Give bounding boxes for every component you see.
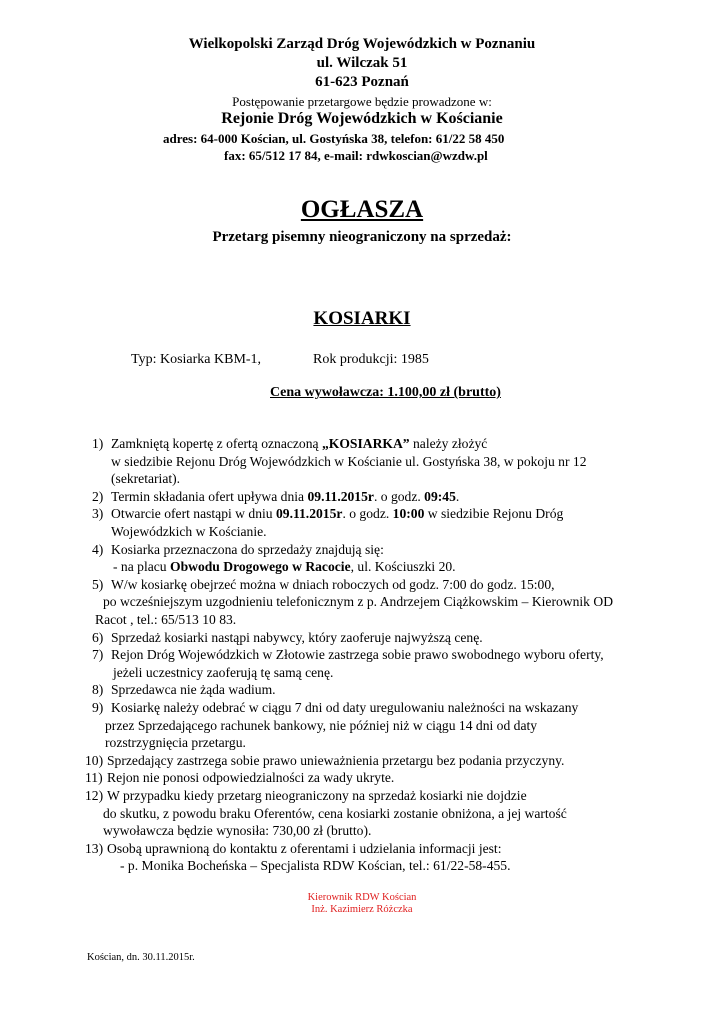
list-item-line: - p. Monika Bocheńska – Specjalista RDW Kościan, tel.: 61/22-58-455. bbox=[120, 858, 511, 874]
list-item-line: w siedzibie Rejonu Dróg Wojewódzkich w Kościanie ul. Gostyńska 38, w pokoju nr 12 bbox=[111, 453, 587, 469]
list-item: Osobą uprawnioną do kontaktu z oferentami i udzielania informacji jest: bbox=[107, 840, 502, 856]
list-number: 11) bbox=[85, 770, 103, 786]
list-item: Rejon nie ponosi odpowiedzialności za wady ukryte. bbox=[107, 770, 395, 786]
list-number: 3) bbox=[92, 506, 104, 522]
header-street: ul. Wilczak 51 bbox=[316, 55, 408, 71]
list-item-line: wywoławcza będzie wynosiła: 730,00 zł (brutto). bbox=[103, 823, 372, 839]
header-org: Wielkopolski Zarząd Dróg Wojewódzkich w Poznaniu bbox=[188, 36, 536, 52]
list-item: Sprzedawca nie żąda wadium. bbox=[111, 682, 276, 698]
list-item-line: - na placu Obwodu Drogowego w Racocie, ul. Kościuszki 20. bbox=[113, 559, 456, 575]
list-item: Rejon Dróg Wojewódzkich w Złotowie zastrzega sobie prawo swobodnego wyboru oferty, bbox=[111, 647, 604, 663]
signature-name: Inż. Kazimierz Różczka bbox=[311, 904, 413, 915]
list-number: 13) bbox=[85, 840, 104, 856]
list-number: 10) bbox=[85, 752, 104, 768]
announcement-subtitle: Przetarg pisemny nieograniczony na sprzedaż: bbox=[212, 229, 512, 245]
list-number: 5) bbox=[92, 576, 104, 592]
list-item-line: Racot , tel.: 65/513 10 83. bbox=[95, 612, 237, 627]
list-item: Otwarcie ofert nastąpi w dniu 09.11.2015r. o godz. 10:00 w siedzibie Rejonu Dróg bbox=[111, 506, 564, 522]
list-item: Zamkniętą kopertę z ofertą oznaczoną „KOSIARKA” należy złożyć bbox=[111, 436, 488, 451]
list-item-line: Wojewódzkich w Kościanie. bbox=[111, 524, 267, 539]
list-number: 12) bbox=[85, 788, 104, 803]
list-number: 9) bbox=[92, 700, 104, 715]
header-contact: fax: 65/512 17 84, e-mail: rdwkoscian@wzdw.pl bbox=[224, 148, 488, 163]
list-item: Sprzedaż kosiarki nastąpi nabywcy, który zaoferuje najwyższą cenę. bbox=[111, 629, 483, 645]
list-number: 1) bbox=[92, 436, 104, 451]
list-item-line: rozstrzygnięcia przetargu. bbox=[105, 735, 246, 751]
list-item-line: po wcześniejszym uzgodnieniu telefonicznym z p. Andrzejem Ciążkowskim – Kierownik OD bbox=[103, 594, 614, 610]
list-number: 2) bbox=[92, 488, 104, 504]
item-type: Typ: Kosiarka KBM-1, bbox=[131, 352, 262, 367]
list-item-line: przez Sprzedającego rachunek bankowy, nie później niż w ciągu 14 dni od daty bbox=[105, 717, 538, 733]
list-item: Kosiarkę należy odebrać w ciągu 7 dni od daty uregulowaniu należności na wskazany bbox=[111, 700, 579, 715]
list-number: 6) bbox=[92, 629, 104, 645]
header-address: adres: 64-000 Kościan, ul. Gostyńska 38, telefon: 61/22 58 450 bbox=[163, 131, 505, 146]
list-item: Sprzedający zastrzega sobie prawo unieważnienia przetargu bez podania przyczyny. bbox=[107, 752, 565, 768]
list-item: W/w kosiarkę obejrzeć można w dniach roboczych od godz. 7:00 do godz. 15:00, bbox=[111, 576, 555, 592]
footer-place-date: Kościan, dn. 30.11.2015r. bbox=[87, 952, 195, 963]
list-item-line: jeżeli uczestnicy zaoferują tę samą cenę. bbox=[113, 664, 334, 680]
announcement-title: OGŁASZA bbox=[300, 196, 424, 223]
list-number: 7) bbox=[92, 647, 104, 663]
list-item: Termin składania ofert upływa dnia 09.11.2015r. o godz. 09:45. bbox=[111, 488, 460, 504]
list-number: 8) bbox=[92, 682, 104, 698]
signature-role: Kierownik RDW Kościan bbox=[307, 892, 417, 903]
list-item: W przypadku kiedy przetarg nieograniczony na sprzedaż kosiarki nie dojdzie bbox=[107, 788, 527, 803]
list-item-line: do skutku, z powodu braku Oferentów, cena kosiarki zostanie obniżona, a jej wartość bbox=[103, 805, 567, 821]
list-item-line: (sekretariat). bbox=[111, 471, 181, 487]
list-item: Kosiarka przeznaczona do sprzedaży znajdują się: bbox=[111, 541, 384, 557]
item-price: Cena wywoławcza: 1.100,00 zł (brutto) bbox=[270, 385, 501, 400]
item-year: Rok produkcji: 1985 bbox=[313, 352, 429, 367]
header-unit: Rejonie Dróg Wojewódzkich w Kościanie bbox=[221, 110, 503, 127]
header-note: Postępowanie przetargowe będzie prowadzone w: bbox=[232, 94, 492, 109]
item-name: KOSIARKI bbox=[313, 308, 411, 329]
header-city: 61-623 Poznań bbox=[315, 74, 409, 90]
list-number: 4) bbox=[92, 541, 104, 557]
